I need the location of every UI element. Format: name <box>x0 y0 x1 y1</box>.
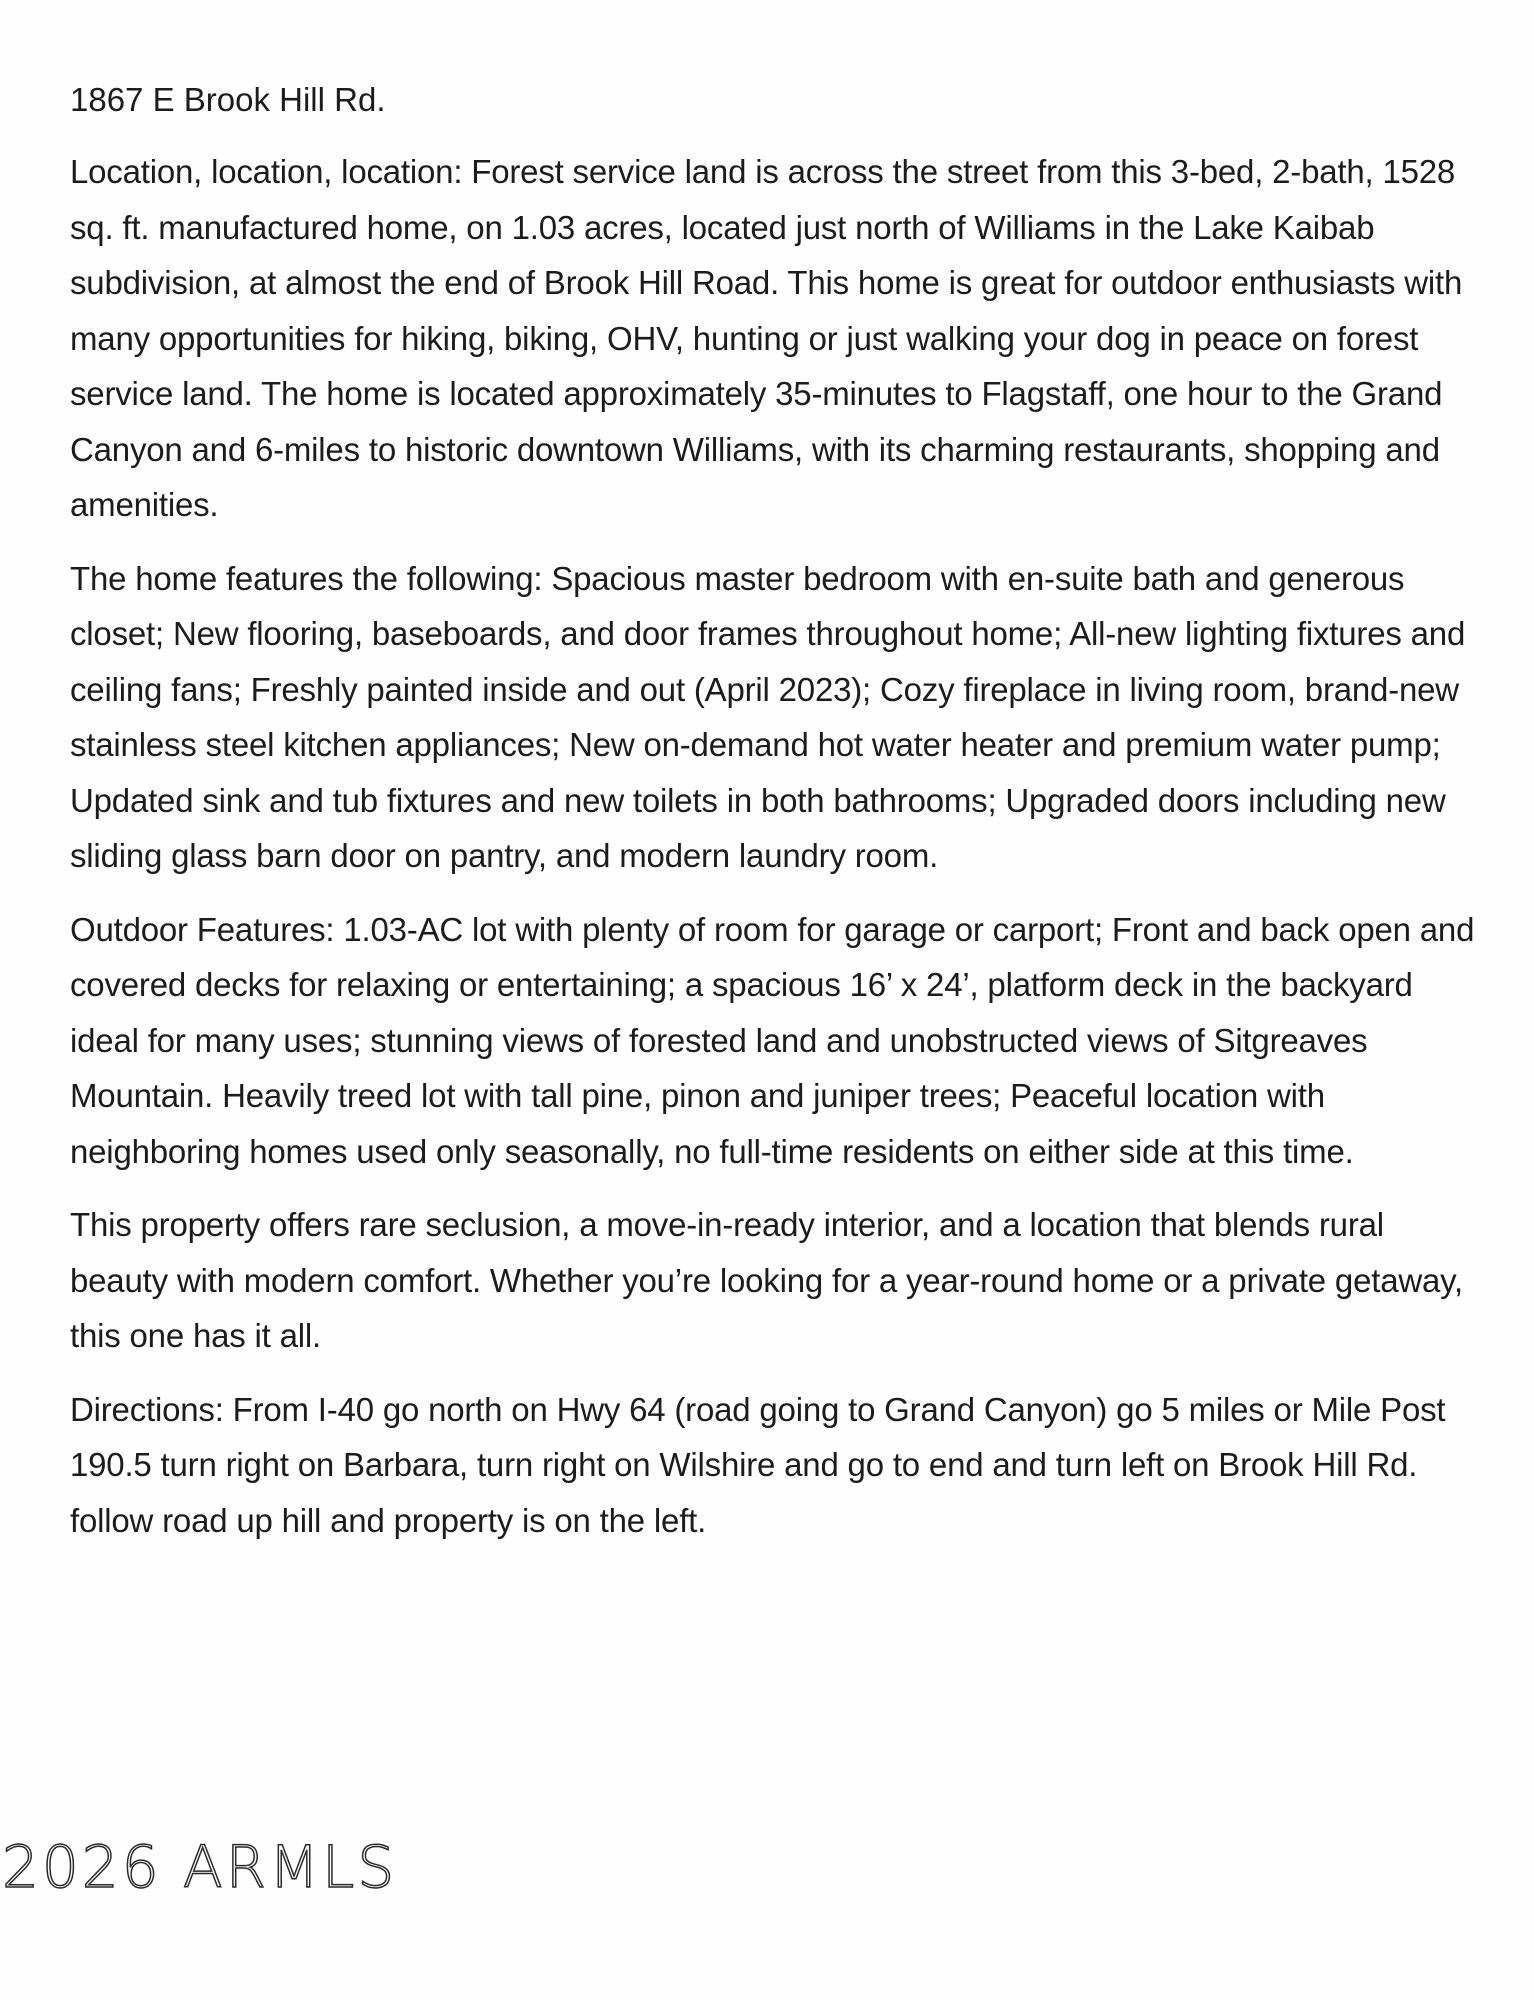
location-paragraph: Location, location, location: Forest service land is across the street from this 3-bed, 2-bath, 1528 sq. ft. manufactured home, on 1.03 acres, located just north of Williams in the Lake Kaibab subdivision, at almost the end of Brook Hill Road. This home is great for outdoor enthusiasts with many opportunities for hiking, biking, OHV, hunting or just walking your dog in peace on forest service land. The home is located approximately 35-minutes to Flagstaff, one hour to the Grand Canyon and 6-miles to historic downtown Williams, with its charming restaurants, shopping and amenities. <box>70 153 1463 523</box>
directions-paragraph: Directions: From I-40 go north on Hwy 64 (road going to Grand Canyon) go 5 miles or Mile Post 190.5 turn right on Barbara, turn right on Wilshire and go to end and turn left on Brook Hill Rd. follow road up hill and property is on the left. <box>70 1390 1446 1539</box>
summary-paragraph: This property offers rare seclusion, a move-in-ready interior, and a location that blends rural beauty with modern comfort. Whether you’re looking for a year-round home or a private getaway, this one has it all. <box>70 1206 1463 1354</box>
copyright-watermark: 2026 ARMLS <box>2 1833 398 1901</box>
outdoor-features-paragraph: Outdoor Features: 1.03-AC lot with plenty of room for garage or carport; Front and back open and covered decks for relaxing or entertaining; a spacious 16’ x 24’, platform deck in the backyard ideal for many uses; stunning views of forested land and unobstructed views of Sitgreaves Mountain. Heavily treed lot with tall pine, pinon and juniper trees; Peaceful location with neighboring homes used only seasonally, no full-time residents on either side at this time. <box>70 910 1475 1170</box>
document-body <box>70 72 1480 1566</box>
property-address: 1867 E Brook Hill Rd. <box>70 81 386 118</box>
home-features-paragraph: The home features the following: Spacious master bedroom with en-suite bath and generous closet; New flooring, baseboards, and door frames throughout home; All-new lighting fixtures and ceiling fans; Freshly painted inside and out (April 2023); Cozy fireplace in living room, brand-new stainless steel kitchen appliances; New on-demand hot water heater and premium water pump; Updated sink and tub fixtures and new toilets in both bathrooms; Upgraded doors including new sliding glass barn door on pantry, and modern laundry room. <box>70 559 1466 874</box>
